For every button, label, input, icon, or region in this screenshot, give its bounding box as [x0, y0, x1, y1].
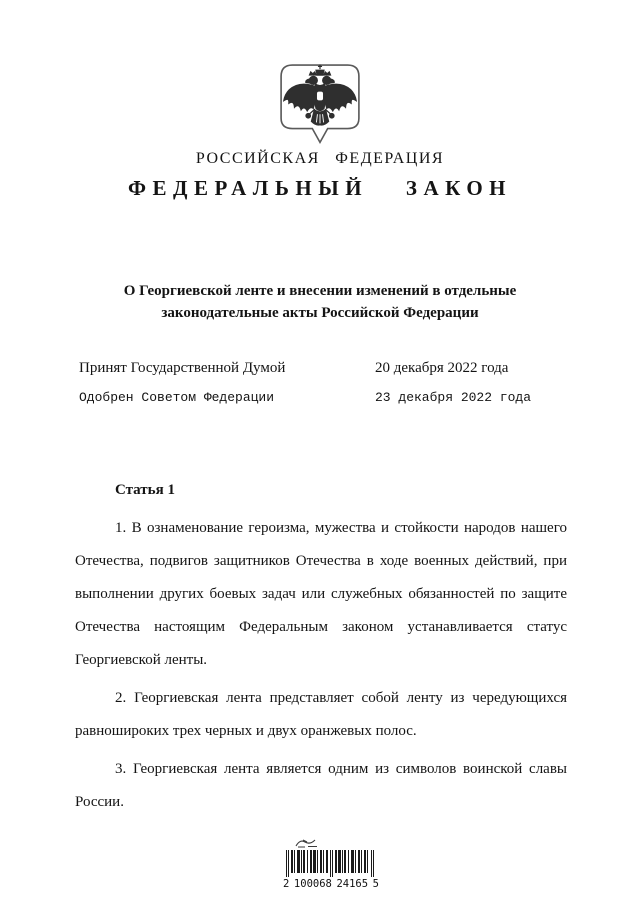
coat-of-arms-icon — [278, 63, 362, 149]
law-title — [0, 280, 640, 324]
adopted-by-duma-date: 20 декабря 2022 года — [375, 360, 509, 376]
russian-coat-of-arms-graphic — [278, 63, 362, 149]
barcode-digits — [283, 878, 379, 890]
adopted-by-duma-label: Принят Государственной Думой — [79, 360, 286, 376]
article-1-heading: Статья 1 — [115, 482, 175, 498]
paragraph-1: 1. В ознаменование героизма, мужества и стойкости народов нашего Отечества, подвигов защитников Отечества в ходе военных действий, при выполнении других боевых задач или служебных обязанностей по защите Отечества настоящим Федеральным законом устанавливается статус Георгиевской ленты. — [75, 520, 567, 668]
paragraph-2: 2. Георгиевская лента представляет собой ленту из чередующихся равношироких трех черных и двух оранжевых полос. — [75, 690, 567, 739]
handwritten-mark-icon — [293, 836, 327, 849]
country-heading: РОССИЙСКАЯ ФЕДЕРАЦИЯ — [195, 150, 445, 167]
document-type-heading: ФЕДЕРАЛЬНЫЙ ЗАКОН — [128, 176, 512, 200]
paragraph-3: 3. Георгиевская лента является одним из символов воинской славы России. — [75, 761, 567, 810]
approved-by-federation-council-label: Одобрен Советом Федерации — [79, 390, 275, 405]
approved-by-federation-council-row — [79, 390, 561, 410]
barcode-digit-group: 2 — [283, 878, 290, 890]
barcode-block — [283, 836, 379, 890]
adopted-by-duma-row — [79, 360, 561, 380]
barcode-digit-group: 100068 — [293, 878, 332, 890]
approved-by-federation-council-date: 23 декабря 2022 года — [375, 390, 532, 405]
law-body — [75, 474, 567, 819]
barcode-icon — [286, 850, 376, 877]
barcode-digit-group: 5 — [372, 878, 379, 890]
law-title-line-1: О Георгиевской ленте и внесении изменений в отдельные — [123, 283, 517, 299]
barcode-digit-group: 24165 — [336, 878, 369, 890]
law-title-line-2: законодательные акты Российской Федерации — [161, 305, 479, 321]
